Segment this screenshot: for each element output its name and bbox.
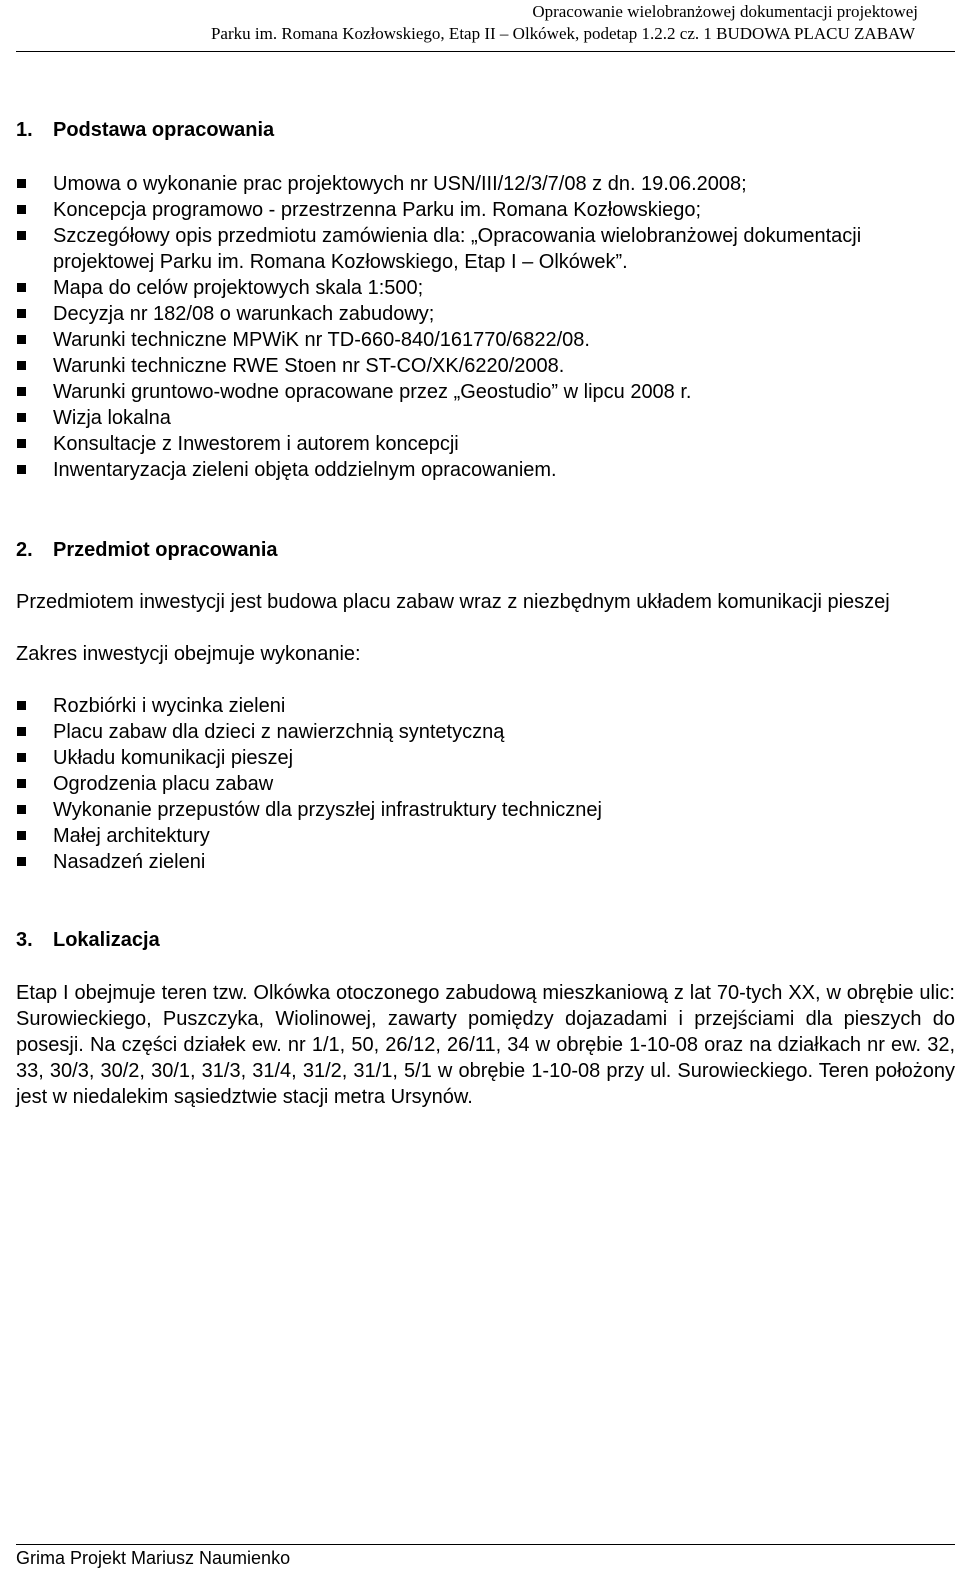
- list-item: Układu komunikacji pieszej: [16, 745, 955, 771]
- list-item: Małej architektury: [16, 823, 955, 849]
- section-2-scope-intro: Zakres inwestycji obejmuje wykonanie:: [16, 643, 361, 665]
- list-item: Warunki techniczne RWE Stoen nr ST-CO/XK/6220/2008.: [16, 353, 955, 379]
- list-item: Umowa o wykonanie prac projektowych nr USN/III/12/3/7/08 z dn. 19.06.2008;: [16, 171, 955, 197]
- list-item: Placu zabaw dla dzieci z nawierzchnią syntetyczną: [16, 719, 955, 745]
- document-body: [16, 117, 955, 1110]
- list-item: Konsultacje z Inwestorem i autorem koncepcji: [16, 431, 955, 457]
- section-2-list: [16, 693, 955, 875]
- section-1-number: 1.: [16, 119, 33, 141]
- section-2-heading: [16, 537, 955, 563]
- section-2-paragraph: Przedmiotem inwestycji jest budowa placu zabaw wraz z niezbędnym układem komunikacji pieszej: [16, 591, 890, 613]
- header-line-1: Opracowanie wielobranżowej dokumentacji projektowej: [532, 2, 918, 21]
- footer-divider: [16, 1544, 955, 1545]
- list-item: Szczegółowy opis przedmiotu zamówienia dla: „Opracowania wielobranżowej dokumentacji projektowej Parku im. Romana Kozłowskiego, Etap I – Olkówek”.: [16, 223, 955, 275]
- section-3-title: Lokalizacja: [53, 929, 160, 951]
- list-item: Wizja lokalna: [16, 405, 955, 431]
- header-line-2: Parku im. Romana Kozłowskiego, Etap II – Olkówek, podetap 1.2.2 cz. 1 BUDOWA PLACU ZABAW: [210, 24, 915, 43]
- list-item: Wykonanie przepustów dla przyszłej infrastruktury technicznej: [16, 797, 955, 823]
- page-header: [0, 0, 960, 50]
- list-item: Ogrodzenia placu zabaw: [16, 771, 955, 797]
- list-item: Koncepcja programowo - przestrzenna Parku im. Romana Kozłowskiego;: [16, 197, 955, 223]
- section-3-number: 3.: [16, 929, 33, 951]
- section-3-heading: [16, 927, 955, 953]
- section-2-title: Przedmiot opracowania: [53, 539, 278, 561]
- section-1-heading: [16, 117, 955, 143]
- header-divider: [16, 51, 955, 52]
- list-item: Warunki gruntowo-wodne opracowane przez „Geostudio” w lipcu 2008 r.: [16, 379, 955, 405]
- section-2-number: 2.: [16, 539, 33, 561]
- list-item: Warunki techniczne MPWiK nr TD-660-840/161770/6822/08.: [16, 327, 955, 353]
- list-item: Decyzja nr 182/08 o warunkach zabudowy;: [16, 301, 955, 327]
- section-3-paragraph: Etap I obejmuje teren tzw. Olkówka otoczonego zabudową mieszkaniową z lat 70-tych XX, w obrębie ulic: Surowieckiego, Puszczyka, Wiolinowej, zawarty pomiędzy dojazadami i przejściami dla pieszych do posesji. Na części działek ew. nr 1/1, 50, 26/12, 26/11, 34 w obrębie 1-10-08 oraz na działkach nr ew. 32, 33, 30/3, 30/2, 30/1, 31/3, 31/4, 31/2, 31/1, 5/1 w obrębie 1-10-08 przy ul. Surowieckiego. Teren położony jest w niedalekim sąsiedztwie stacji metra Ursynów.: [16, 982, 955, 1108]
- page-footer: Grima Projekt Mariusz Naumienko: [16, 1548, 291, 1568]
- list-item: Rozbiórki i wycinka zieleni: [16, 693, 955, 719]
- list-item: Inwentaryzacja zieleni objęta oddzielnym opracowaniem.: [16, 457, 955, 483]
- section-1-list: [16, 171, 955, 483]
- list-item: Nasadzeń zieleni: [16, 849, 955, 875]
- section-1-title: Podstawa opracowania: [53, 119, 275, 141]
- list-item: Mapa do celów projektowych skala 1:500;: [16, 275, 955, 301]
